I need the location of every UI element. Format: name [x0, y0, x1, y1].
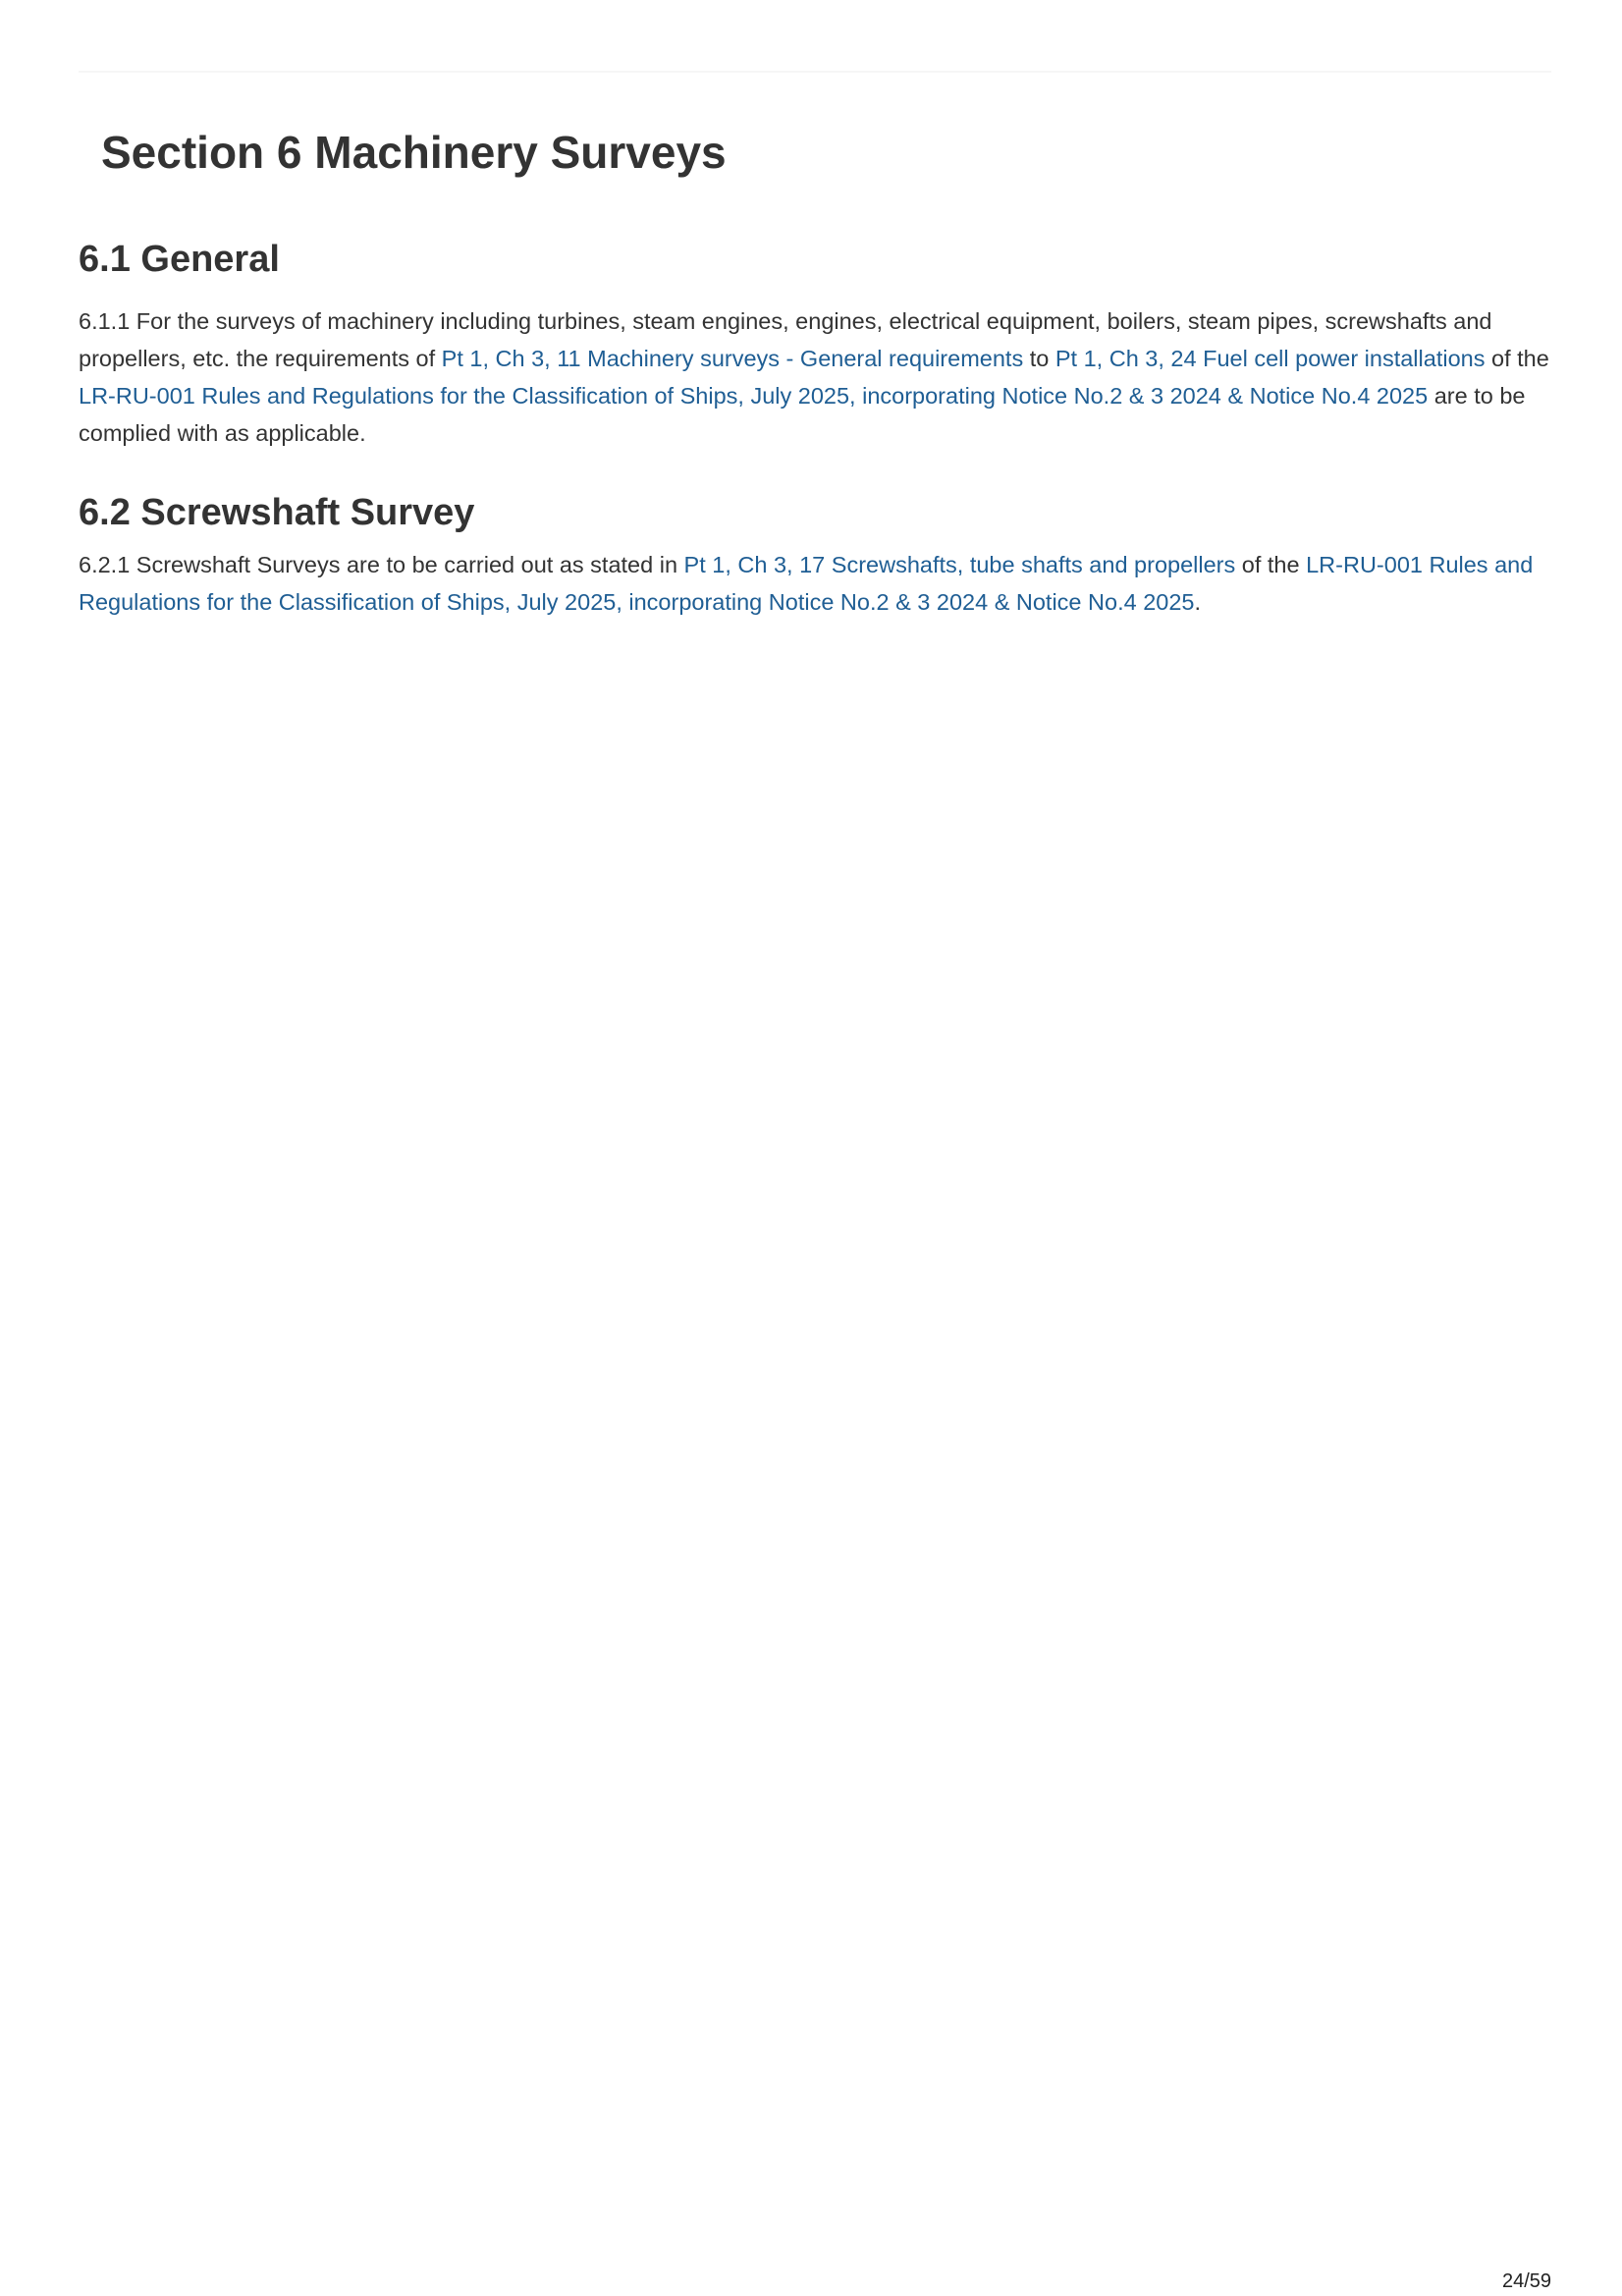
- screwshaft-text-1: 6.2.1 Screwshaft Surveys are to be carried out as stated in: [79, 551, 684, 577]
- link-fuel-cell-power-installations[interactable]: Pt 1, Ch 3, 24 Fuel cell power installations: [1054, 345, 1486, 371]
- general-text-2: to: [1023, 345, 1055, 371]
- screwshaft-heading: 6.2 Screwshaft Survey: [79, 492, 475, 533]
- screwshaft-text-2: of the: [1235, 551, 1307, 577]
- subsection-general: [79, 238, 1561, 452]
- page-number: 24/59: [1502, 2270, 1552, 2292]
- link-lr-ru-001-rules-2[interactable]: LR-RU-001 Rules and Regulations for the Classification of Ships, July 2025, incorporating Notice No.2 & 3 2024 & Notice No.4 2025: [79, 551, 1534, 615]
- general-text-1: 6.1.1 For the surveys of machinery including turbines, steam engines, engines, electrical equipment, boilers, steam pipes, screwshafts and propellers, etc. the requirements of: [79, 307, 1492, 371]
- screwshaft-paragraph: [79, 546, 1561, 621]
- header-divider: [79, 71, 1551, 73]
- screwshaft-text-3: .: [1194, 588, 1202, 615]
- general-paragraph: [79, 302, 1561, 452]
- section-title: Section 6 Machinery Surveys: [101, 127, 727, 178]
- subsection-screwshaft: [79, 491, 1561, 621]
- general-heading: 6.1 General: [79, 239, 280, 280]
- link-screwshafts-tube-shafts-propellers[interactable]: Pt 1, Ch 3, 17 Screwshafts, tube shafts and propellers: [683, 551, 1236, 577]
- link-lr-ru-001-rules[interactable]: LR-RU-001 Rules and Regulations for the Classification of Ships, July 2025, incorporating Notice No.2 & 3 2024 & Notice No.4 2025: [79, 382, 1429, 409]
- link-machinery-surveys-general[interactable]: Pt 1, Ch 3, 11 Machinery surveys - General requirements: [441, 345, 1024, 371]
- general-text-3: of the: [1485, 345, 1549, 371]
- general-text-4: are to be complied with as applicable.: [79, 382, 1526, 446]
